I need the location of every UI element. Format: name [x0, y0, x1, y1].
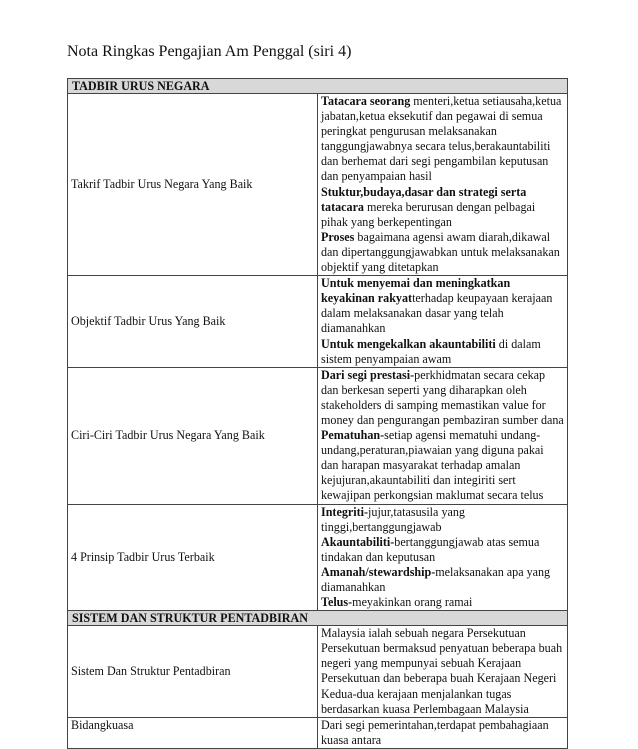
row-content [318, 504, 568, 611]
paragraph: Dari segi pemerintahan,terdapat pembahagiaan kuasa antara [321, 718, 549, 748]
paragraph: Proses bagaimana agensi awam diarah,dikawal dan dipertanggungjawabkan untuk melaksanakan objektif yang ditetapkan [321, 229, 560, 275]
paragraph: Telus-meyakinkan orang ramai [321, 595, 473, 610]
paragraph: Amanah/stewardship-melaksanakan apa yang diamanahkan [321, 564, 551, 594]
table-row [68, 626, 568, 718]
paragraph: Kedua-dua kerajaan menjalankan tugas berdasarkan kuasa Perlembagaan Malaysia [321, 686, 529, 716]
row-label: Sistem Dan Struktur Pentadbiran [68, 626, 318, 718]
paragraph: Tatacara seorang menteri,ketua setiausaha,ketua jabatan,ketua eksekutif dan pegawai di semua peringkat pengurusan melaksanakan tanggungjawabnya secara telus,berakauntabiliti dan berhemat dari segi pengambilan keputusan dan penyampaian hasil [321, 94, 562, 184]
table-row [68, 504, 568, 611]
table-row [68, 718, 568, 749]
table-row [68, 276, 568, 368]
row-label: Takrif Tadbir Urus Negara Yang Baik [68, 94, 318, 276]
row-content [318, 94, 568, 276]
row-content [318, 626, 568, 718]
paragraph: Malaysia ialah sebuah negara Persekutuan [321, 626, 526, 641]
document-title: Nota Ringkas Pengajian Am Penggal (siri 4) [67, 43, 352, 60]
paragraph: Untuk mengekalkan akauntabiliti di dalam sistem penyampaian awam [321, 336, 541, 366]
section-heading: TADBIR URUS NEGARA [68, 79, 568, 94]
paragraph: Integriti-jujur,tatasusila yang tinggi,bertanggungjawab [321, 504, 465, 534]
section-heading: SISTEM DAN STRUKTUR PENTADBIRAN [68, 611, 568, 626]
row-label: Bidangkuasa [68, 718, 318, 749]
table-row [68, 94, 568, 276]
notes-table [67, 78, 568, 749]
paragraph: Pematuhan-setiap agensi mematuhi undang-undang,peraturan,piawaian yang diguna pakai dan harapan masyarakat terhadap amalan kejujuran,akauntabiliti dan integiriti sert kewajipan perkongsian maklumat secara telus [321, 428, 544, 503]
table-row [68, 367, 568, 504]
section-header-row [68, 611, 568, 626]
paragraph: Dari segi prestasi-perkhidmatan secara cekap dan berkesan seperti yang diharapkan oleh stakeholders di samping memastikan value for money dan pengurangan pembaziran sumber dana [321, 367, 564, 427]
section-header-row [68, 79, 568, 94]
row-content [318, 276, 568, 368]
row-label: Objektif Tadbir Urus Yang Baik [68, 276, 318, 368]
paragraph: Persekutuan bermaksud penyatuan beberapa buah negeri yang mempunyai sebuah Kerajaan Persekutuan dan beberapa buah Kerajaan Negeri [321, 641, 563, 686]
row-content [318, 718, 568, 749]
paragraph: Akauntabiliti-bertanggungjawab atas semua tindakan dan keputusan [321, 534, 540, 564]
row-content [318, 367, 568, 504]
row-label: 4 Prinsip Tadbir Urus Terbaik [68, 504, 318, 611]
paragraph: Stuktur,budaya,dasar dan strategi serta tatacara mereka berurusan dengan pelbagai pihak yang berkepentingan [321, 184, 536, 229]
row-label: Ciri-Ciri Tadbir Urus Negara Yang Baik [68, 367, 318, 504]
paragraph: Untuk menyemai dan meningkatkan keyakinan rakyatterhadap keupayaan kerajaan dalam melaksanakan dasar yang telah diamanahkan [321, 276, 553, 336]
